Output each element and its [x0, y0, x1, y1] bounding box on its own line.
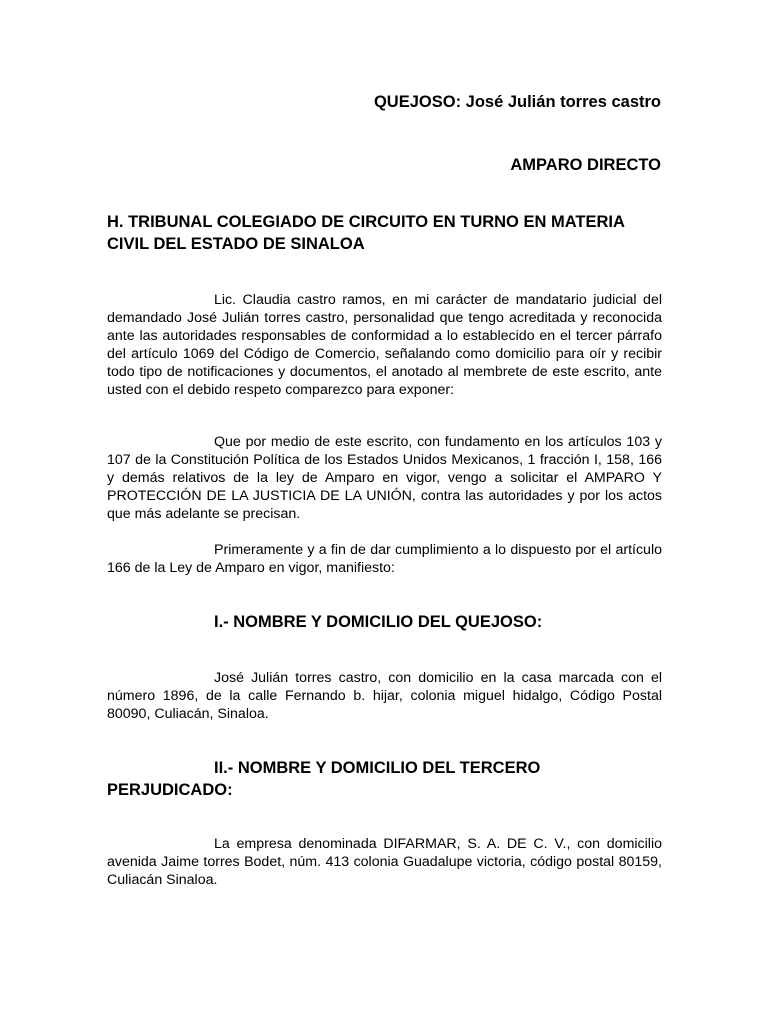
quejoso-header: QUEJOSO: José Julián torres castro	[373, 93, 661, 111]
section-heading-tercero: II.- NOMBRE Y DOMICILIO DEL TERCERO PERJUDICADO:	[107, 759, 541, 799]
section-heading-quejoso: I.- NOMBRE Y DOMICILIO DEL QUEJOSO:	[214, 613, 543, 631]
tribunal-heading: H. TRIBUNAL COLEGIADO DE CIRCUITO EN TURNO EN MATERIA CIVIL DEL ESTADO DE SINALOA	[107, 213, 625, 253]
intro-paragraph: Lic. Claudia castro ramos, en mi carácter de mandatario judicial del demandado José Julián torres castro, personalidad que tengo acreditada y reconocida ante las autoridades responsables de conformidad a lo establecido en el tercer párrafo del artículo 1069 del Código de Comercio, señalando como domicilio para oír y recibir todo tipo de notificaciones y documentos, el anotado al membrete de este escrito, ante usted con el debido respeto comparezco para exponer:	[107, 292, 662, 398]
fundamento-paragraph: Que por medio de este escrito, con fundamento en los artículos 103 y 107 de la Constitución Política de los Estados Unidos Mexicanos, 1 fracción I, 158, 166 y demás relativos de la ley de Amparo en vigor, vengo a solicitar el AMPARO Y PROTECCIÓN DE LA JUSTICIA DE LA UNIÓN, contra las autoridades y por los actos que más adelante se precisan.	[107, 434, 662, 522]
section-body-quejoso: José Julián torres castro, con domicilio en la casa marcada con el número 1896, de la calle Fernando b. hijar, colonia miguel hidalgo, Código Postal 80090, Culiacán, Sinaloa.	[107, 670, 662, 722]
amparo-header: AMPARO DIRECTO	[510, 156, 661, 174]
section-body-tercero: La empresa denominada DIFARMAR, S. A. DE C. V., con domicilio avenida Jaime torres Bodet, núm. 413 colonia Guadalupe victoria, código postal 80159, Culiacán Sinaloa.	[107, 836, 662, 888]
manifiesto-paragraph: Primeramente y a fin de dar cumplimiento a lo dispuesto por el artículo 166 de la Ley de Amparo en vigor, manifiesto:	[107, 542, 662, 576]
